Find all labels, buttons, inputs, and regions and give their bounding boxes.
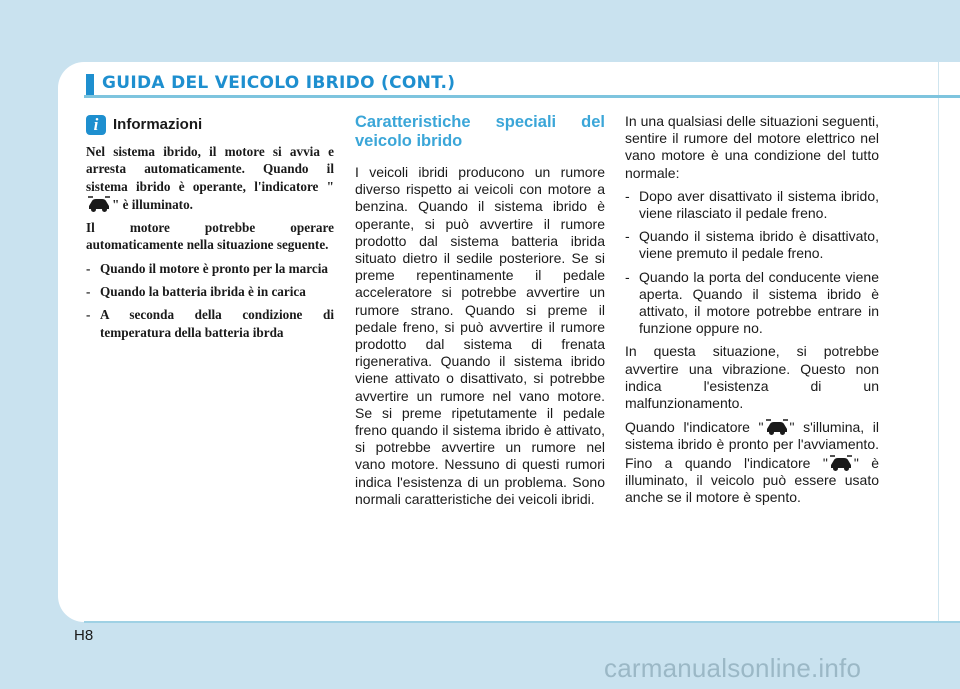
watermark: carmanualsonline.info (604, 653, 862, 683)
features-paragraph: I veicoli ibridi producono un rumore diverso rispetto ai veicoli con motore a benzina. Quando il sistema ibrido è operante, si può avvertire il rumore prodotto dal sistema batteria ibrida situato dietro il sedile posteriore. Se si preme repentinamente il pedale acceleratore si potrebbe avvertire un rumore strano. Quando si preme il pedale freno, si può avvertire il rumore prodotto dal sistema di frenata rigenerativa. Quando il sistema ibrido viene attivato o disattivato, si potrebbe avvertire un rumore nel vano motore. Se si preme ripetutamente il pedale freno quando il sistema ibrido è attivato, si potrebbe avvertire un rumore nel vano motore. Nessuno di questi rumori indica l'esistenza di un problema. Sono normali caratteristiche dei veicoli ibridi. (355, 164, 605, 507)
section-title-bar (86, 74, 94, 95)
header-rule (84, 95, 960, 98)
situation-item: - Quando il sistema ibrido è disattivato, viene premuto il pedale freno. (625, 228, 879, 262)
situations-intro: In una qualsiasi delle situazioni seguenti, sentire il rumore del motore elettrico nel vano motore è una condizione del tutto normale: (625, 113, 879, 181)
ready-car-icon (86, 195, 112, 213)
panel-right-edge (938, 62, 939, 622)
page-number: H8 (74, 627, 94, 644)
list-dash: - (86, 284, 91, 300)
info-title: Informazioni (113, 116, 203, 134)
situation-item: - Quando la porta del conducente viene aperta. Quando il sistema ibrido è attivato, il motore potrebbe entrare in funzione oppure no. (625, 268, 879, 337)
situations-section (625, 113, 879, 512)
list-dash: - (625, 187, 630, 204)
info-box (86, 113, 334, 347)
vibration-paragraph: In questa situazione, si potrebbe avvertire una vibrazione. Questo non indica l'esistenza di un malfunzionamento. (625, 343, 879, 412)
situations-list (625, 188, 879, 338)
info-paragraph-1: Nel sistema ibrido, il motore si avvia e arresta automaticamente. Quando il sistema ibrido è operante, l'indicatore "" è illuminato. (86, 144, 334, 212)
ready-car-icon (764, 418, 790, 436)
situation-item: - Dopo aver disattivato il sistema ibrido, viene rilasciato il pedale freno. (625, 187, 879, 222)
list-dash: - (625, 228, 630, 245)
features-section (355, 113, 605, 514)
info-paragraph-2: Il motore potrebbe operare automaticamente nella situazione seguente. (86, 220, 334, 253)
info-list-item: - Quando la batteria ibrida è in carica (86, 284, 306, 300)
features-heading: Caratteristiche speciali del veicolo ibrido (355, 113, 605, 150)
section-title: GUIDA DEL VEICOLO IBRIDO (CONT.) (102, 73, 456, 93)
indicator-paragraph: Quando l'indicatore " " s'illumina, il sistema ibrido è pronto per l'avviamento. Fino a quando l'indicatore " " è illuminato, il veicolo può essere usato anche se il motore è spento. (625, 419, 879, 506)
list-dash: - (625, 268, 630, 285)
ready-car-icon (828, 454, 854, 472)
info-header (86, 113, 334, 137)
info-icon: i (86, 115, 106, 135)
info-list-item: - A seconda della condizione di temperatura della batteria ibrda (86, 307, 334, 340)
info-list-item: - Quando il motore è pronto per la marcia (86, 260, 328, 276)
list-dash: - (86, 307, 91, 323)
footer-rule (84, 621, 960, 623)
list-dash: - (86, 260, 91, 276)
info-list (86, 260, 334, 341)
